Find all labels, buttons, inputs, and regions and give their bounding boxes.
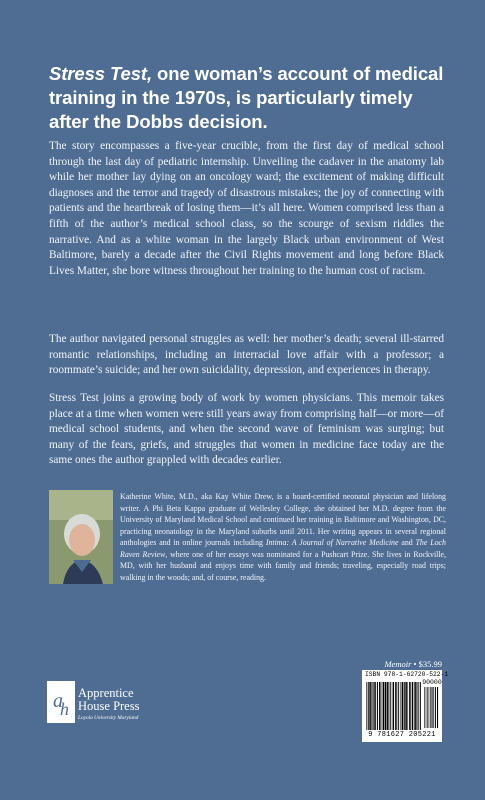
publisher-name xyxy=(78,687,139,713)
barcode-bar xyxy=(379,682,381,730)
svg-text:a: a xyxy=(53,690,63,712)
barcode-bar xyxy=(426,687,427,728)
barcode-bar xyxy=(432,687,433,728)
bio-text-1: Katherine White, M.D., aka Kay White Drew, is a board-certified neonatal physician and lifelong writer. A Phi Beta Kappa graduate of Wellesley College, she obtained her M.D. degree from the University of Maryland Medical School and continued her training in Baltimore and Washington, DC, practicing neonatology in the Maryland suburbs until 2011. Her writing appears in several regional anthologies and in online journals including xyxy=(120,492,446,547)
barcode-bar xyxy=(412,682,414,730)
barcode-bar xyxy=(427,687,428,728)
headline-text: one woman’s account of medical training in the 1970s, is particularly timely after the Dobbs decision. xyxy=(49,63,444,132)
barcode-bar xyxy=(385,682,387,730)
barcode-bar xyxy=(414,682,416,730)
barcode-bar xyxy=(407,682,408,730)
barcode-bar xyxy=(405,682,407,730)
barcode-bar xyxy=(430,687,431,728)
barcode-bar xyxy=(392,682,393,730)
author-bio xyxy=(120,491,446,583)
synopsis-paragraph-1: The story encompasses a five-year crucible, from the first day of medical school through the last day of pediatric internship. Unveiling the cadaver in the anatomy lab while her mother lay dying on an oncology ward; the excitement of making difficult diagnoses and the terror and tragedy of disastrous mistakes; the joy of connecting with patients and the heartbreak of losing them—it’s all here. Women comprised less than a fifth of the author’s medical school class, so the scourge of sexism riddles the narrative. And as a white woman in the largely Black urban environment of West Baltimore, barely a decade after the Civil Rights movement and long before Black Lives Matter, she bore witness throughout her training to the human cost of racism. xyxy=(49,140,444,277)
svg-text:h: h xyxy=(60,699,69,719)
synopsis-paragraph-3: Stress Test joins a growing body of work by women physicians. This memoir takes place at a time when women were still years away from comprising half—or more—of medical school students, and when the second wave of feminism was surging; but many of the fears, griefs, and struggles that women in medicine face today are the same ones the author grappled with decades earlier. xyxy=(49,392,444,467)
bio-text-and: and xyxy=(398,538,416,547)
barcode-bar xyxy=(395,682,397,730)
headline xyxy=(49,62,449,134)
barcode-bar xyxy=(373,682,374,730)
barcode-bar xyxy=(420,682,421,730)
barcode-bar xyxy=(368,682,369,730)
barcode-bar xyxy=(424,687,425,728)
barcode-bar xyxy=(429,687,430,728)
bio-journal-1: Intima: A Journal of Narrative Medicine xyxy=(265,538,399,547)
barcode-number: 9 781627 205221 xyxy=(368,731,436,739)
genre-label: Memoir xyxy=(384,659,412,669)
barcode-bar xyxy=(369,682,371,730)
barcode-bar xyxy=(382,682,383,730)
price-line xyxy=(369,659,442,669)
barcode-bar xyxy=(398,682,399,730)
bio-journal-2: The Loch Raven Review xyxy=(120,538,446,559)
book-title: Stress Test, xyxy=(49,63,152,84)
barcode-bar xyxy=(418,682,419,730)
barcode-bar xyxy=(404,682,405,730)
barcode-bar xyxy=(400,682,401,730)
barcode-bar xyxy=(387,682,389,730)
bio-text-2: , where one of her essays was nominated for a Pushcart Prize. She lives in Rockville, MD, with her husband and enjoys time with family and friends; traveling, especially road trips; walking in the woods; and, of course, reading. xyxy=(120,549,446,582)
barcode-bar xyxy=(433,687,434,728)
barcode-bar xyxy=(377,682,378,730)
barcode-bar xyxy=(393,682,394,730)
barcode-bar xyxy=(416,682,417,730)
ah-monogram-icon xyxy=(47,681,75,723)
publisher-tagline: Loyola University Maryland xyxy=(78,715,139,721)
barcode-bar xyxy=(366,682,367,730)
isbn-barcode xyxy=(362,670,449,742)
barcode-bar xyxy=(437,687,438,728)
barcode-bar xyxy=(435,687,436,728)
price-amount: $35.99 xyxy=(418,659,442,669)
synopsis-paragraph-2: The author navigated personal struggles as well: her mother’s death; several ill-starred romantic relationships, including an interracial love affair with a professor; a roommate’s suicide; and her own suicidality, depression, and experiences in therapy. xyxy=(49,333,444,377)
barcode-bar xyxy=(374,682,376,730)
publisher-line-2: House Press xyxy=(78,699,140,713)
author-photo xyxy=(49,490,113,584)
barcode-bar xyxy=(383,682,385,730)
addon-number: 90000 xyxy=(422,679,442,686)
barcode-bar xyxy=(371,682,372,730)
price-separator: • xyxy=(411,659,419,669)
barcode-bar xyxy=(409,682,411,730)
publisher-line-1: Apprentice xyxy=(78,686,134,700)
barcode-bar xyxy=(402,682,404,730)
isbn-number: ISBN 978-1-62720-522-1 xyxy=(365,671,449,678)
barcode-bar xyxy=(390,682,391,730)
